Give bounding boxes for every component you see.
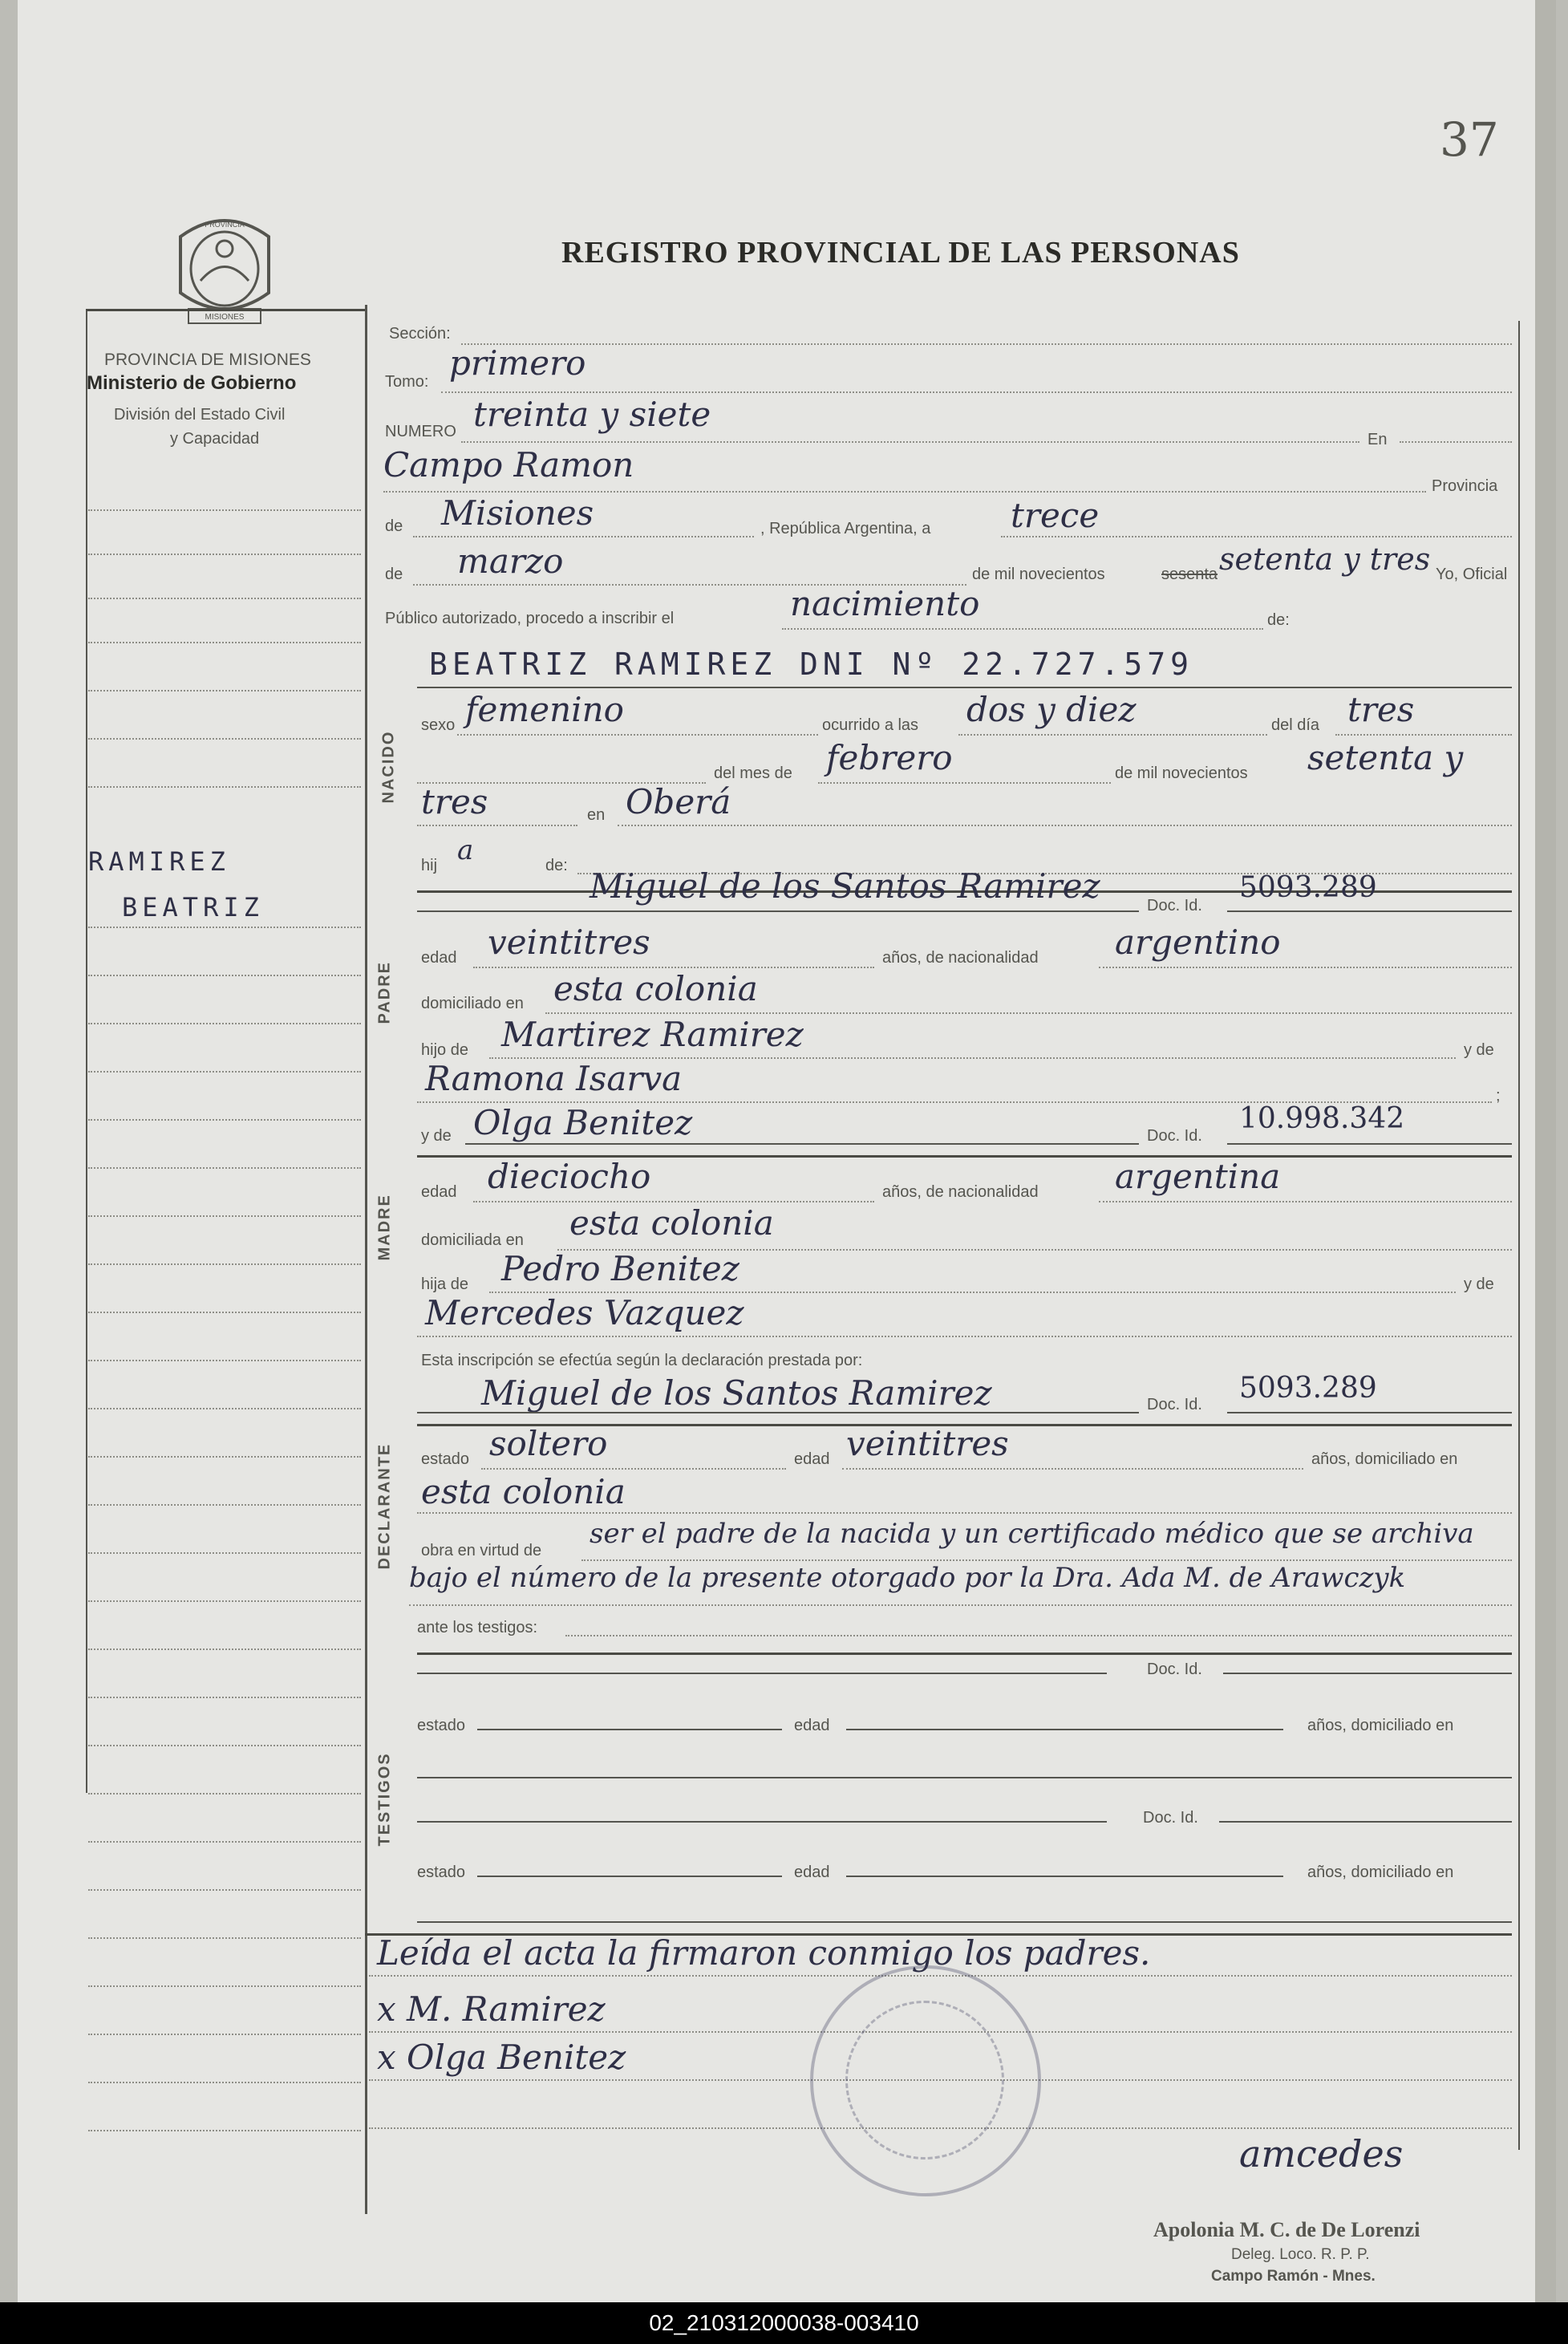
decl-nombre-line [417,1412,1139,1413]
de4-label: de: [545,857,568,874]
decl-dom-value: esta colonia [421,1472,626,1511]
tomo-label: Tomo: [385,373,429,391]
republica-label: , República Argentina, a [760,520,931,537]
madre-nac-value: argentina [1115,1157,1281,1196]
madre-anos-label: años, de nacionalidad [882,1183,1039,1201]
decl-anos-label: años, domiciliado en [1311,1450,1458,1468]
acto-value: nacimiento [790,584,980,623]
del-dia-label: del día [1271,716,1320,734]
hij-suffix: a [457,834,474,866]
madre-hija-label: hija de [421,1275,468,1293]
padre-nombre-line [417,910,1139,912]
testigo1-doc-label: Doc. Id. [1147,1661,1202,1678]
seal-text-bottom: MISIONES [205,313,245,322]
padre-semicolon: ; [1496,1087,1501,1105]
madre-nac-line [1099,1201,1512,1202]
padre-dom-value: esta colonia [553,969,758,1008]
division-line-2: y Capacidad [170,430,260,448]
lugar-value: Campo Ramon [383,445,634,485]
testigo2-estado-label: estado [417,1863,466,1881]
ocurrido-label: ocurrido a las [822,716,919,734]
dia-line [1001,536,1512,537]
anio-nac-value: setenta y [1307,738,1464,777]
madre-side-label: MADRE [375,1194,394,1261]
obra-value-2: bajo el número de la presente otorgado por la Dra. Ada M. de Arawczyk [409,1562,1406,1594]
lugar-nac-line [618,825,1512,826]
margin-surname: RAMIREZ [88,846,230,877]
testigo2-edad-line [846,1876,1283,1877]
mes-nac-line [818,782,1111,784]
anio-value: setenta y tres [1219,541,1431,577]
padre-side-label: PADRE [375,960,394,1024]
hora-line [958,734,1267,736]
page-title: REGISTRO PROVINCIAL DE LAS PERSONAS [561,236,1240,270]
dia-nac-value: tres [1347,690,1415,729]
parent-signature-1: x M. Ramirez [377,1989,606,2029]
margin-given-name: BEATRIZ [122,892,264,923]
padre-doc-line [1227,910,1512,912]
mes-nac-value: febrero [826,738,953,777]
decl-dom-line [417,1512,1512,1514]
provincia-line [413,536,754,537]
decl-estado-value: soltero [489,1424,608,1463]
decl-edad-value: veintitres [846,1424,1009,1463]
seal-text-top: PROVINCIA [205,221,245,229]
madre-nombre-line [465,1143,1139,1145]
nombre-line [417,687,1512,688]
tomo-value: primero [449,343,586,383]
scan-id-footer: 02_210312000038-003410 [0,2302,1568,2344]
officer-signature: amcedes [1239,2132,1404,2176]
anio-nac-value-2: tres [421,782,488,821]
nacido-nombre: BEATRIZ RAMIREZ DNI Nº 22.727.579 [429,647,1193,682]
testigo1-edad-line [846,1729,1283,1730]
testigo2-edad-label: edad [794,1863,830,1881]
testigo2-doc-label: Doc. Id. [1143,1809,1198,1827]
padre-nac-value: argentino [1115,923,1281,962]
lugar-nac-value: Oberá [626,782,731,821]
mil-novecientos-2-label: de mil novecientos [1115,764,1248,782]
madre-madre-line [417,1336,1512,1337]
padre-edad-line [473,967,874,968]
obra-line-2 [409,1604,1512,1606]
parent-signature-2: x Olga Benitez [377,2038,626,2077]
form-right-border [1518,321,1520,2150]
madre-doc-label: Doc. Id. [1147,1127,1202,1145]
padre-padre-value: Martirez Ramirez [501,1015,804,1054]
madre-doc-line [1227,1143,1512,1145]
madre-edad-value: dieciocho [488,1157,651,1196]
decl-estado-line [481,1468,786,1470]
page-edge [1535,0,1556,2302]
testigo1-estado-label: estado [417,1717,466,1734]
inscripcion-label: Esta inscripción se efectúa según la declaración prestada por: [421,1352,863,1369]
page-number: 37 [1440,112,1499,167]
officer-stamp-name: Apolonia M. C. de De Lorenzi [1153,2218,1420,2241]
madre-edad-label: edad [421,1183,457,1201]
de-label: de [385,517,403,535]
madre-doc-value: 10.998.342 [1239,1102,1405,1135]
official-round-stamp [810,1965,1041,2196]
en-line [1400,441,1512,443]
padre-anos-label: años, de nacionalidad [882,949,1039,967]
en-label: En [1367,431,1388,448]
sesenta-label: sesenta [1161,566,1218,583]
padre-dom-label: domiciliado en [421,995,524,1012]
obra-line-1 [581,1559,1512,1561]
obra-value-1: ser el padre de la nacida y un certificado médico que se archiva [590,1518,1474,1550]
ministry-name: Ministerio de Gobierno [87,372,297,394]
de2-label: de [385,566,403,583]
padre-doc-label: Doc. Id. [1147,897,1202,914]
province-name: PROVINCIA DE MISIONES [104,351,311,369]
oficial-label: Yo, Oficial [1436,566,1508,583]
madre-yde-label: y de [421,1127,452,1145]
padre-yde-label: y de [1464,1041,1494,1059]
decl-edad-line [842,1468,1303,1470]
testigo1-anos-label: años, domiciliado en [1307,1717,1454,1734]
seccion-label: Sección: [389,325,451,343]
decl-estado-label: estado [421,1450,470,1468]
ante-line [565,1635,1512,1636]
padre-madre-value: Ramona Isarva [425,1059,683,1098]
madre-edad-line [473,1201,874,1202]
padre-nombre: Miguel de los Santos Ramirez [590,866,1100,906]
officer-stamp-line-3: Campo Ramón - Mnes. [1211,2268,1376,2285]
declarante-section-end [417,1653,1512,1655]
seccion-line [461,343,1512,345]
madre-nombre: Olga Benitez [473,1103,693,1142]
provincia-value: Misiones [441,493,594,533]
left-panel-border [86,309,87,1793]
testigo2-anos-label: años, domiciliado en [1307,1863,1454,1881]
province-seal-logo [164,205,285,333]
decl-edad-label: edad [794,1450,830,1468]
testigo2-doc-line [1219,1821,1512,1823]
padre-dom-line [545,1012,1512,1014]
decl-doc-value: 5093.289 [1239,1372,1377,1405]
de3-label: de: [1267,611,1290,629]
testigo2-dom-line [417,1921,1512,1923]
testigo1-dom-line [417,1777,1512,1778]
decl-nombre: Miguel de los Santos Ramirez [481,1373,992,1413]
madre-yde-label-2: y de [1464,1275,1494,1293]
madre-dom-value: esta colonia [569,1203,774,1243]
hij-label: hij [421,857,438,874]
del-mes-label: del mes de [714,764,792,782]
madre-madre-value: Mercedes Vazquez [425,1293,744,1332]
en2-label: en [587,806,606,824]
sexo-label: sexo [421,716,456,734]
madre-padre-value: Pedro Benitez [501,1249,739,1288]
dia-value: trece [1011,496,1100,535]
dia-nac-line [1335,734,1512,736]
acto-line [782,628,1263,630]
declarante-side-label: DECLARANTE [375,1442,394,1570]
padre-nac-line [1099,967,1512,968]
numero-value: treinta y siete [473,395,711,434]
padre-doc-value: 5093.289 [1239,871,1377,904]
provincia-label: Provincia [1432,477,1498,495]
testigo2-estado-line [477,1876,782,1877]
nacido-side-label: NACIDO [379,730,398,804]
testigo1-edad-label: edad [794,1717,830,1734]
anio-nac-line [417,825,577,826]
hora-value: dos y diez [966,690,1136,729]
testigo2-nombre-line [417,1821,1107,1823]
sexo-value: femenino [465,690,624,729]
testigo1-estado-line [477,1729,782,1730]
mes-value: marzo [457,541,564,581]
left-panel-top [86,309,365,311]
tomo-line [441,391,1512,393]
padre-edad-label: edad [421,949,457,967]
padre-edad-value: veintitres [488,923,650,962]
padre-hijo-label: hijo de [421,1041,468,1059]
decl-doc-label: Doc. Id. [1147,1396,1202,1413]
numero-label: NUMERO [385,423,456,440]
lugar-line [383,491,1426,493]
mil-novecientos-label: de mil novecientos [972,566,1105,583]
ante-label: ante los testigos: [417,1619,538,1636]
division-line-1: División del Estado Civil [114,406,286,424]
left-panel-divider [365,305,367,2214]
numero-line [461,441,1359,443]
publico-label: Público autorizado, procedo a inscribir el [385,610,675,627]
sexo-line [457,734,818,736]
officer-stamp-line-2: Deleg. Loco. R. P. P. [1231,2246,1370,2263]
madre-dom-label: domiciliada en [421,1231,524,1249]
obra-label: obra en virtud de [421,1542,542,1559]
decl-doc-line [1227,1412,1512,1413]
testigos-side-label: TESTIGOS [375,1752,394,1847]
testigo1-nombre-line [417,1673,1107,1674]
testigo1-doc-line [1223,1673,1512,1674]
closing-note: Leída el acta la firmaron conmigo los padres. [377,1933,1151,1973]
